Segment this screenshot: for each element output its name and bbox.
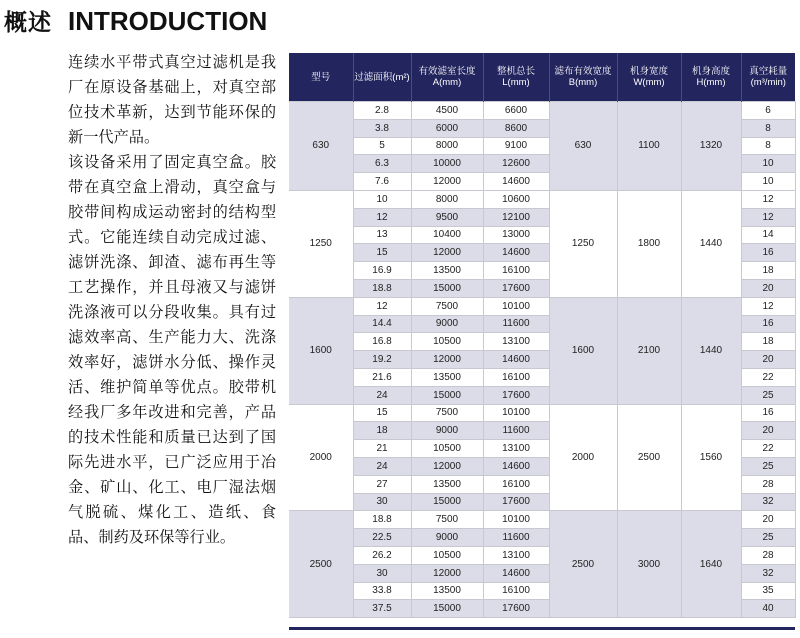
vacuum-use-cell: 25 — [741, 457, 795, 475]
filter-area-cell: 12 — [353, 208, 411, 226]
table-row — [289, 404, 795, 422]
vacuum-use-cell: 16 — [741, 404, 795, 422]
header-text: L(mm) — [502, 77, 530, 88]
chamber-length-cell: 7500 — [411, 404, 483, 422]
filter-area-cell: 13 — [353, 226, 411, 244]
filter-area-cell: 16.8 — [353, 333, 411, 351]
header-text: 机身宽度 — [629, 66, 668, 77]
total-length-cell: 8600 — [483, 119, 549, 137]
model-cell: 630 — [289, 102, 353, 191]
model-cell: 1600 — [289, 297, 353, 404]
filter-area-cell: 37.5 — [353, 600, 411, 618]
total-length-cell: 16100 — [483, 368, 549, 386]
body-width-cell: 2100 — [617, 297, 681, 404]
vacuum-use-cell: 8 — [741, 137, 795, 155]
chamber-length-cell: 9500 — [411, 208, 483, 226]
filter-area-cell: 15 — [353, 404, 411, 422]
table-row — [289, 102, 795, 120]
chamber-length-cell: 9000 — [411, 529, 483, 547]
filter-area-cell: 27 — [353, 475, 411, 493]
total-length-cell: 6600 — [483, 102, 549, 120]
total-length-cell: 14600 — [483, 173, 549, 191]
filter-area-cell: 21.6 — [353, 368, 411, 386]
body-width-cell: 1800 — [617, 190, 681, 297]
heading-en: INTRODUCTION — [68, 6, 268, 36]
cloth-width-cell: 2500 — [549, 511, 617, 618]
total-length-cell: 13100 — [483, 546, 549, 564]
total-length-cell: 17600 — [483, 386, 549, 404]
vacuum-use-cell: 20 — [741, 279, 795, 297]
chamber-length-cell: 10400 — [411, 226, 483, 244]
filter-area-cell: 33.8 — [353, 582, 411, 600]
total-length-cell: 14600 — [483, 564, 549, 582]
chamber-length-cell: 13500 — [411, 582, 483, 600]
filter-area-cell: 21 — [353, 440, 411, 458]
total-length-cell: 16100 — [483, 582, 549, 600]
body-height-cell: 1320 — [681, 102, 741, 191]
vacuum-use-cell: 12 — [741, 297, 795, 315]
header-text: 滤布有效宽度 — [554, 66, 612, 77]
total-length-cell: 16100 — [483, 262, 549, 280]
vacuum-use-cell: 20 — [741, 422, 795, 440]
vacuum-use-cell: 22 — [741, 440, 795, 458]
total-length-cell: 13100 — [483, 333, 549, 351]
chamber-length-cell: 15000 — [411, 279, 483, 297]
header-text: 真空耗量 — [749, 66, 788, 77]
vacuum-use-cell: 32 — [741, 564, 795, 582]
filter-area-cell: 15 — [353, 244, 411, 262]
filter-area-cell: 16.9 — [353, 262, 411, 280]
header-text: 有效滤室长度 — [418, 66, 476, 77]
filter-area-cell: 6.3 — [353, 155, 411, 173]
page-heading — [4, 4, 267, 38]
vacuum-use-cell: 35 — [741, 582, 795, 600]
header-chamber-length — [411, 53, 483, 102]
filter-area-cell: 19.2 — [353, 351, 411, 369]
filter-area-cell: 5 — [353, 137, 411, 155]
intro-paragraph-1: 连续水平带式真空过滤机是我厂在原设备基础上，对真空部位技术革新，达到节能环保的新一代产品。 — [68, 53, 276, 146]
filter-area-cell: 10 — [353, 190, 411, 208]
header-body-width — [617, 53, 681, 102]
total-length-cell: 14600 — [483, 351, 549, 369]
total-length-cell: 11600 — [483, 315, 549, 333]
chamber-length-cell: 7500 — [411, 511, 483, 529]
body-width-cell: 2500 — [617, 404, 681, 511]
filter-area-cell: 7.6 — [353, 173, 411, 191]
header-filter-area — [353, 53, 411, 102]
body-height-cell: 1440 — [681, 297, 741, 404]
body-width-cell: 1100 — [617, 102, 681, 191]
chamber-length-cell: 8000 — [411, 190, 483, 208]
body-height-cell: 1640 — [681, 511, 741, 618]
vacuum-use-cell: 14 — [741, 226, 795, 244]
chamber-length-cell: 12000 — [411, 173, 483, 191]
filter-area-cell: 2.8 — [353, 102, 411, 120]
chamber-length-cell: 15000 — [411, 600, 483, 618]
total-length-cell: 17600 — [483, 600, 549, 618]
cloth-width-cell: 2000 — [549, 404, 617, 511]
chamber-length-cell: 9000 — [411, 422, 483, 440]
filter-area-cell: 26.2 — [353, 546, 411, 564]
model-cell: 2500 — [289, 511, 353, 618]
total-length-cell: 11600 — [483, 422, 549, 440]
vacuum-use-cell: 25 — [741, 386, 795, 404]
vacuum-use-cell: 40 — [741, 600, 795, 618]
table-row — [289, 297, 795, 315]
vacuum-use-cell: 25 — [741, 529, 795, 547]
cloth-width-cell: 630 — [549, 102, 617, 191]
chamber-length-cell: 10500 — [411, 440, 483, 458]
header-text: 机身高度 — [691, 66, 730, 77]
total-length-cell: 13100 — [483, 440, 549, 458]
model-cell: 1250 — [289, 190, 353, 297]
chamber-length-cell: 12000 — [411, 457, 483, 475]
chamber-length-cell: 12000 — [411, 351, 483, 369]
total-length-cell: 14600 — [483, 457, 549, 475]
total-length-cell: 14600 — [483, 244, 549, 262]
cloth-width-cell: 1600 — [549, 297, 617, 404]
header-text: W(mm) — [633, 77, 665, 88]
header-text: H(mm) — [696, 77, 726, 88]
vacuum-use-cell: 8 — [741, 119, 795, 137]
body-height-cell: 1440 — [681, 190, 741, 297]
table-header-row — [289, 53, 795, 102]
vacuum-use-cell: 12 — [741, 208, 795, 226]
filter-area-cell: 30 — [353, 564, 411, 582]
chamber-length-cell: 10500 — [411, 546, 483, 564]
chamber-length-cell: 12000 — [411, 564, 483, 582]
header-text: B(mm) — [568, 77, 598, 88]
chamber-length-cell: 7500 — [411, 297, 483, 315]
filter-area-cell: 14.4 — [353, 315, 411, 333]
total-length-cell: 17600 — [483, 279, 549, 297]
filter-area-cell: 3.8 — [353, 119, 411, 137]
filter-area-cell: 22.5 — [353, 529, 411, 547]
chamber-length-cell: 13500 — [411, 368, 483, 386]
table-body — [289, 102, 795, 618]
table-row — [289, 190, 795, 208]
header-model — [289, 53, 353, 102]
vacuum-use-cell: 10 — [741, 173, 795, 191]
chamber-length-cell: 15000 — [411, 386, 483, 404]
vacuum-use-cell: 28 — [741, 475, 795, 493]
vacuum-use-cell: 6 — [741, 102, 795, 120]
intro-paragraph-2: 该设备采用了固定真空盒。胶带在真空盒上滑动，真空盒与胶带间构成运动密封的结构型式。它能连续自动完成过滤、滤饼洗涤、卸渣、滤布再生等工艺操作，并且母液又与滤饼洗涤液可以分段收集。具有过滤效率高、生产能力大、洗涤效率好，滤饼水分低、操作灵活、维护简单等优点。胶带机经我厂多年改进和完善，产品的技术性能和质量已达到了国际先进水平，已广泛应用于冶金、矿山、化工、电厂湿法烟气脱硫、煤化工、造纸、食品、制药及环保等行业。 — [68, 153, 276, 546]
vacuum-use-cell: 20 — [741, 511, 795, 529]
chamber-length-cell: 8000 — [411, 137, 483, 155]
header-text: 过滤面积(m²) — [354, 71, 410, 83]
total-length-cell: 17600 — [483, 493, 549, 511]
chamber-length-cell: 10500 — [411, 333, 483, 351]
filter-area-cell: 24 — [353, 386, 411, 404]
total-length-cell: 13000 — [483, 226, 549, 244]
chamber-length-cell: 9000 — [411, 315, 483, 333]
table-bottom-rule — [289, 627, 795, 630]
header-text: 型号 — [311, 71, 331, 83]
filter-area-cell: 30 — [353, 493, 411, 511]
cloth-width-cell: 1250 — [549, 190, 617, 297]
chamber-length-cell: 10000 — [411, 155, 483, 173]
heading-cn: 概述 — [4, 10, 52, 36]
total-length-cell: 12600 — [483, 155, 549, 173]
body-height-cell: 1560 — [681, 404, 741, 511]
spec-table — [289, 53, 796, 618]
total-length-cell: 10100 — [483, 404, 549, 422]
vacuum-use-cell: 16 — [741, 315, 795, 333]
chamber-length-cell: 12000 — [411, 244, 483, 262]
vacuum-use-cell: 28 — [741, 546, 795, 564]
total-length-cell: 10100 — [483, 297, 549, 315]
header-text: A(mm) — [432, 77, 462, 88]
body-width-cell: 3000 — [617, 511, 681, 618]
total-length-cell: 16100 — [483, 475, 549, 493]
total-length-cell: 12100 — [483, 208, 549, 226]
total-length-cell: 11600 — [483, 529, 549, 547]
header-text: (m³/min) — [750, 77, 786, 88]
table-row — [289, 511, 795, 529]
filter-area-cell: 18.8 — [353, 279, 411, 297]
header-total-length — [483, 53, 549, 102]
vacuum-use-cell: 18 — [741, 333, 795, 351]
filter-area-cell: 24 — [353, 457, 411, 475]
vacuum-use-cell: 32 — [741, 493, 795, 511]
chamber-length-cell: 15000 — [411, 493, 483, 511]
total-length-cell: 9100 — [483, 137, 549, 155]
vacuum-use-cell: 16 — [741, 244, 795, 262]
total-length-cell: 10100 — [483, 511, 549, 529]
filter-area-cell: 18.8 — [353, 511, 411, 529]
model-cell: 2000 — [289, 404, 353, 511]
filter-area-cell: 12 — [353, 297, 411, 315]
header-text: 整机总长 — [496, 66, 535, 77]
vacuum-use-cell: 18 — [741, 262, 795, 280]
chamber-length-cell: 13500 — [411, 262, 483, 280]
total-length-cell: 10600 — [483, 190, 549, 208]
vacuum-use-cell: 12 — [741, 190, 795, 208]
chamber-length-cell: 4500 — [411, 102, 483, 120]
vacuum-use-cell: 20 — [741, 351, 795, 369]
chamber-length-cell: 6000 — [411, 119, 483, 137]
header-body-height — [681, 53, 741, 102]
intro-text — [68, 50, 276, 550]
header-vacuum-use — [741, 53, 795, 102]
vacuum-use-cell: 10 — [741, 155, 795, 173]
vacuum-use-cell: 22 — [741, 368, 795, 386]
chamber-length-cell: 13500 — [411, 475, 483, 493]
filter-area-cell: 18 — [353, 422, 411, 440]
header-cloth-width — [549, 53, 617, 102]
